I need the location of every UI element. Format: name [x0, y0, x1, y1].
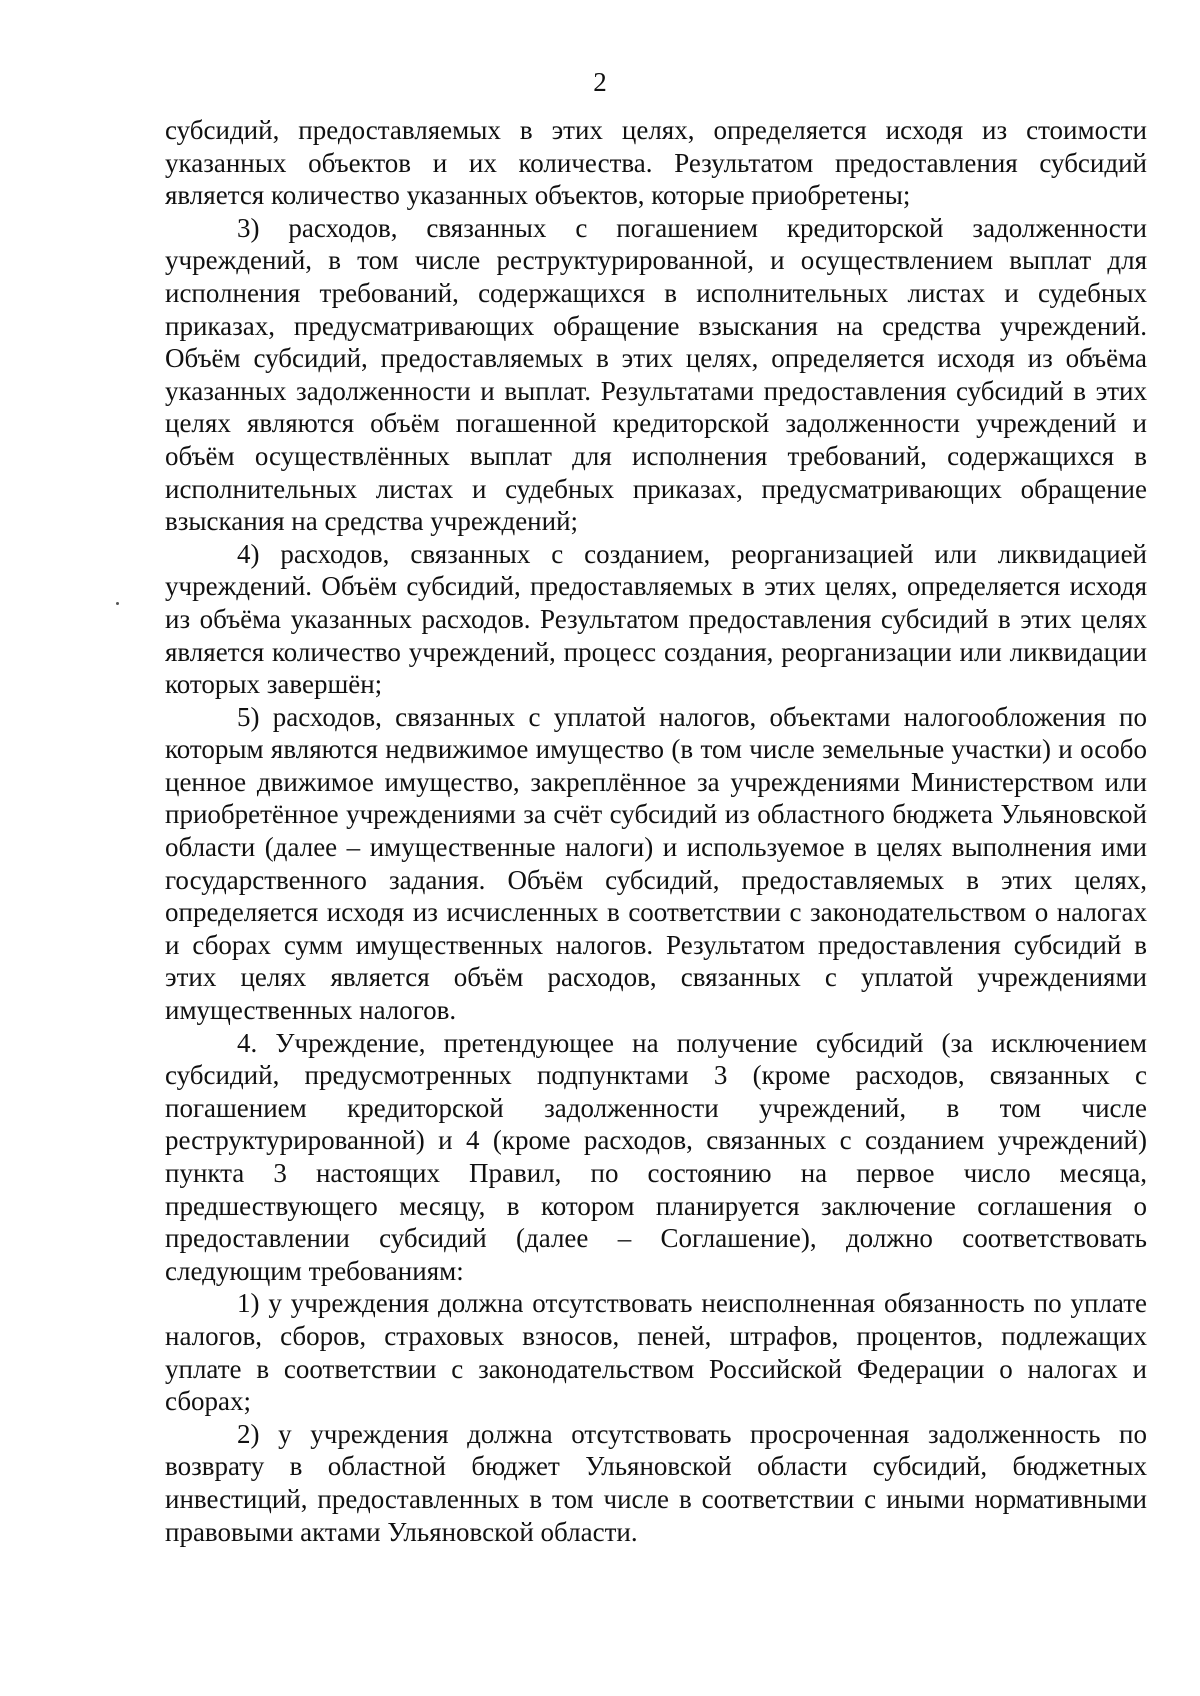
paragraph-item-3: 3) расходов, связанных с погашением кредиторской задолженности учреждений, в том числе реструктурированной, и осуществлением выплат для исполнения требований, содержащихся в исполнительных листах и судебных приказах, предусматривающих обращение взыскания на средства учреждений. Объём субсидий, предоставляемых в этих целях, определяется исходя из объёма указанных задолженности и выплат. Результатами предоставления субсидий в этих целях являются объём погашенной кредиторской задолженности учреждений и объём осуществлённых выплат для исполнения требований, содержащихся в исполнительных листах и судебных приказах, предусматривающих обращение взыскания на средства учреждений; — [165, 212, 1147, 537]
paragraph-item-4: 4) расходов, связанных с созданием, реорганизацией или ликвидацией учреждений. Объём субсидий, предоставляемых в этих целях, определяется исходя из объёма указанных расходов. Результатом предоставления субсидий в этих целях является количество учреждений, процесс создания, реорганизации или ликвидации которых завершён; — [165, 538, 1147, 700]
scan-speck — [116, 602, 119, 605]
paragraph-requirement-1: 1) у учреждения должна отсутствовать неисполненная обязанность по уплате налогов, сборов, страховых взносов, пеней, штрафов, процентов, подлежащих уплате в соответствии с законодательством Российской Федерации о налогах и сборах; — [165, 1288, 1147, 1417]
document-body — [165, 114, 1147, 1548]
paragraph-continuation: субсидий, предоставляемых в этих целях, определяется исходя из стоимости указанных объектов и их количества. Результатом предоставления субсидий является количество указанных объектов, которые приобретены; — [165, 115, 1147, 211]
page-number: 2 — [593, 67, 607, 97]
paragraph-item-5: 5) расходов, связанных с уплатой налогов, объектами налогообложения по которым являются недвижимое имущество (в том числе земельные участки) и особо ценное движимое имущество, закреплённое за учреждениями Министерством или приобретённое учреждениями за счёт субсидий из областного бюджета Ульяновской области (далее – имущественные налоги) и используемое в целях выполнения ими государственного задания. Объём субсидий, предоставляемых в этих целях, определяется исходя из исчисленных в соответствии с законодательством о налогах и сборах сумм имущественных налогов. Результатом предоставления субсидий в этих целях является объём расходов, связанных с уплатой учреждениями имущественных налогов. — [165, 701, 1147, 1026]
paragraph-requirement-2: 2) у учреждения должна отсутствовать просроченная задолженность по возврату в областной бюджет Ульяновской области субсидий, бюджетных инвестиций, предоставленных в том числе в соответствии с иными нормативными правовыми актами Ульяновской области. — [165, 1418, 1147, 1547]
paragraph-clause-4: 4. Учреждение, претендующее на получение субсидий (за исключением субсидий, предусмотренных подпунктами 3 (кроме расходов, связанных с погашением кредиторской задолженности учреждений, в том числе реструктурированной) и 4 (кроме расходов, связанных с созданием учреждений) пункта 3 настоящих Правил, по состоянию на первое число месяца, предшествующего месяцу, в котором планируется заключение соглашения о предоставлении субсидий (далее – Соглашение), должно соответствовать следующим требованиям: — [165, 1027, 1147, 1286]
